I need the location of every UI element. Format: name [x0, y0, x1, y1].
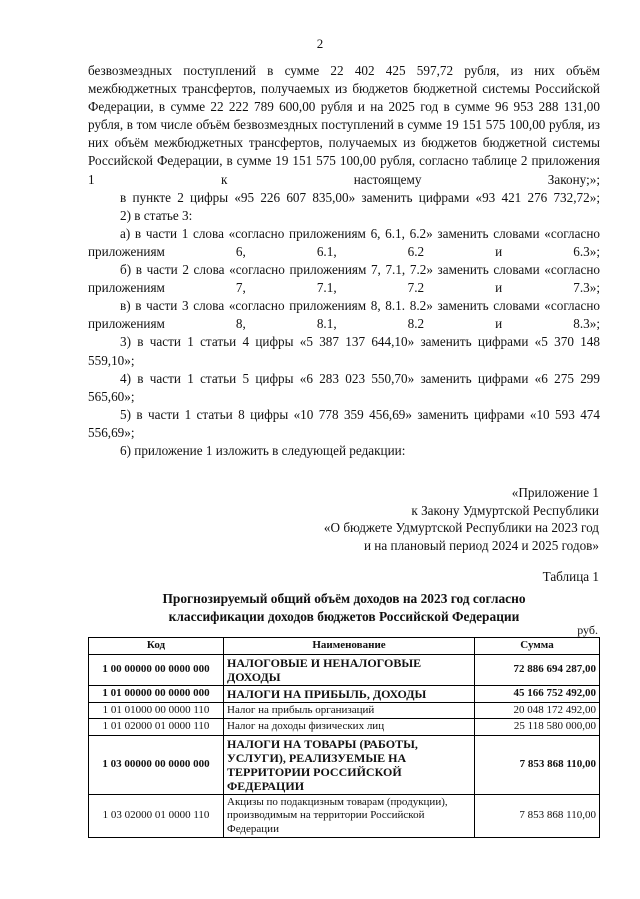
table-label: Таблица 1 — [542, 569, 599, 584]
table-row — [89, 685, 600, 702]
cell-sum: 7 853 868 110,00 — [475, 794, 600, 838]
appendix-line: и на плановый период 2024 и 2025 годов» — [363, 537, 599, 553]
table-title-line: классификации доходов бюджетов Российской Федерации — [168, 608, 520, 624]
cell-name: Налог на прибыль организаций — [224, 702, 475, 719]
paragraph-point-2: в пункте 2 цифры «95 226 607 835,00» заменить цифрами «93 421 276 732,72»; — [120, 189, 600, 205]
cell-code: 1 01 02000 01 0000 110 — [89, 719, 224, 736]
table-row — [89, 794, 600, 838]
table-row — [89, 719, 600, 736]
appendix-line: к Закону Удмуртской Республики — [411, 502, 599, 518]
table-title-line: Прогнозируемый общий объём доходов на 2023 год согласно — [162, 591, 526, 606]
cell-sum: 20 048 172 492,00 — [475, 702, 600, 719]
page-number: 2 — [316, 36, 324, 51]
paragraph-article-5: 4) в части 1 статьи 5 цифры «6 283 023 550,70» заменить цифрами «6 275 299 565,60»; — [88, 370, 600, 404]
cell-name: Акцизы по подакцизным товарам (продукции), производимым на территории Российской Федерации — [224, 794, 475, 838]
currency-unit: руб. — [577, 623, 598, 637]
cell-sum: 25 118 580 000,00 — [475, 719, 600, 736]
cell-name: НАЛОГИ НА ТОВАРЫ (РАБОТЫ, УСЛУГИ), РЕАЛИЗУЕМЫЕ НА ТЕРРИТОРИИ РОССИЙСКОЙ ФЕДЕРАЦИИ — [224, 735, 475, 794]
paragraph-appendix-1: 6) приложение 1 изложить в следующей редакции: — [120, 442, 406, 458]
paragraph-article-8: 5) в части 1 статьи 8 цифры «10 778 359 456,69» заменить цифрами «10 593 474 556,69»; — [88, 406, 600, 440]
paragraph-article-3: 2) в статье 3: — [120, 207, 193, 223]
paragraph-article-4: 3) в части 1 статьи 4 цифры «5 387 137 644,10» заменить цифрами «5 370 148 559,10»; — [88, 334, 600, 368]
paragraph-transfers: безвозмездных поступлений в сумме 22 402 425 597,72 рубля, из них объём межбюджетных трансфертов, получаемых из бюджетов бюджетной системы Российской Федерации, в сумме 22 222 789 600,00 рубля и на 2025 год в сумме 96 953 288 131,00 рубля, в том числе объём безвозмездных поступлений в сумме 19 151 575 100,00 рубля, из них объём межбюджетных трансфертов, получаемых из бюджетов бюджетной системы Российской Федерации, в сумме 19 151 575 100,00 рубля, согласно таблице 2 приложения 1 к настоящему Закону;»; — [88, 63, 600, 187]
appendix-line: «О бюджете Удмуртской Республики на 2023 год — [323, 520, 599, 535]
cell-sum: 45 166 752 492,00 — [475, 685, 600, 702]
appendix-line: «Приложение 1 — [511, 485, 599, 500]
table-title — [88, 590, 600, 625]
header-code: Код — [89, 638, 224, 655]
cell-sum: 72 886 694 287,00 — [475, 654, 600, 685]
cell-code: 1 01 00000 00 0000 000 — [89, 685, 224, 702]
cell-code: 1 03 02000 01 0000 110 — [89, 794, 224, 838]
cell-code: 1 01 01000 00 0000 110 — [89, 702, 224, 719]
table-row — [89, 702, 600, 719]
table-header-row — [89, 638, 600, 655]
cell-code: 1 00 00000 00 0000 000 — [89, 654, 224, 685]
table-row — [89, 735, 600, 794]
cell-name: Налог на доходы физических лиц — [224, 719, 475, 736]
header-name: Наименование — [224, 638, 475, 655]
cell-code: 1 03 00000 00 0000 000 — [89, 735, 224, 794]
table-row — [89, 654, 600, 685]
header-sum: Сумма — [475, 638, 600, 655]
cell-name: НАЛОГОВЫЕ И НЕНАЛОГОВЫЕ ДОХОДЫ — [224, 654, 475, 685]
cell-sum: 7 853 868 110,00 — [475, 735, 600, 794]
revenue-table — [88, 637, 600, 838]
paragraph-part-2: б) в части 2 слова «согласно приложениям 7, 7.1, 7.2» заменить словами «согласно приложениям 7, 7.1, 7.2 и 7.3»; — [88, 262, 600, 296]
paragraph-part-3: в) в части 3 слова «согласно приложениям 8, 8.1. 8.2» заменить словами «согласно приложениям 8, 8.1, 8.2 и 8.3»; — [88, 298, 600, 332]
body-text — [88, 62, 600, 460]
appendix-heading — [324, 484, 599, 554]
cell-name: НАЛОГИ НА ПРИБЫЛЬ, ДОХОДЫ — [224, 685, 475, 702]
paragraph-part-1: а) в части 1 слова «согласно приложениям 6, 6.1, 6.2» заменить словами «согласно приложениям 6, 6.1, 6.2 и 6.3»; — [88, 225, 600, 259]
